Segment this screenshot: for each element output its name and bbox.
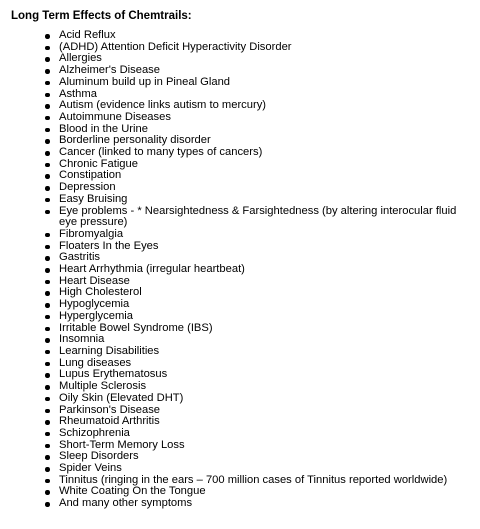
- list-item: Borderline personality disorder: [0, 135, 480, 147]
- list-item: And many other symptoms: [0, 498, 480, 510]
- list-item: Sleep Disorders: [0, 451, 480, 463]
- list-item: Autoimmune Diseases: [0, 112, 480, 124]
- list-item: Easy Bruising: [0, 194, 480, 206]
- list-item: (ADHD) Attention Deficit Hyperactivity Disorder: [0, 42, 480, 54]
- effects-list: [0, 30, 480, 510]
- list-item: Heart Arrhythmia (irregular heartbeat): [0, 264, 480, 276]
- list-item: Schizophrenia: [0, 428, 480, 440]
- list-item: Aluminum build up in Pineal Gland: [0, 77, 480, 89]
- list-item: Hypoglycemia: [0, 299, 480, 311]
- list-item: High Cholesterol: [0, 287, 480, 299]
- list-item: Acid Reflux: [0, 30, 480, 42]
- list-item: Irritable Bowel Syndrome (IBS): [0, 323, 480, 335]
- list-item: Constipation: [0, 170, 480, 182]
- list-item: White Coating On the Tongue: [0, 486, 480, 498]
- list-item: Gastritis: [0, 252, 480, 264]
- list-item: Multiple Sclerosis: [0, 381, 480, 393]
- list-item: Tinnitus (ringing in the ears – 700 million cases of Tinnitus reported worldwide): [0, 475, 480, 487]
- list-item: Depression: [0, 182, 480, 194]
- list-item: Lung diseases: [0, 358, 480, 370]
- list-item: Blood in the Urine: [0, 124, 480, 136]
- list-item: Insomnia: [0, 334, 480, 346]
- list-item: Oily Skin (Elevated DHT): [0, 393, 480, 405]
- list-item: Chronic Fatigue: [0, 159, 480, 171]
- list-item: Hyperglycemia: [0, 311, 480, 323]
- list-item: Eye problems - * Nearsightedness & Farsightedness (by altering interocular fluid eye pressure): [0, 206, 480, 229]
- list-item: Short-Term Memory Loss: [0, 440, 480, 452]
- list-item: Asthma: [0, 89, 480, 101]
- list-item: Learning Disabilities: [0, 346, 480, 358]
- list-item: Lupus Erythematosus: [0, 369, 480, 381]
- list-item: Floaters In the Eyes: [0, 241, 480, 253]
- list-item: Autism (evidence links autism to mercury): [0, 100, 480, 112]
- list-item: Alzheimer's Disease: [0, 65, 480, 77]
- list-item: Fibromyalgia: [0, 229, 480, 241]
- list-item: Spider Veins: [0, 463, 480, 475]
- list-item: Rheumatoid Arthritis: [0, 416, 480, 428]
- list-item: Cancer (linked to many types of cancers): [0, 147, 480, 159]
- page-heading: Long Term Effects of Chemtrails:: [11, 10, 192, 22]
- list-item: Heart Disease: [0, 276, 480, 288]
- list-item: Allergies: [0, 53, 480, 65]
- list-item: Parkinson's Disease: [0, 405, 480, 417]
